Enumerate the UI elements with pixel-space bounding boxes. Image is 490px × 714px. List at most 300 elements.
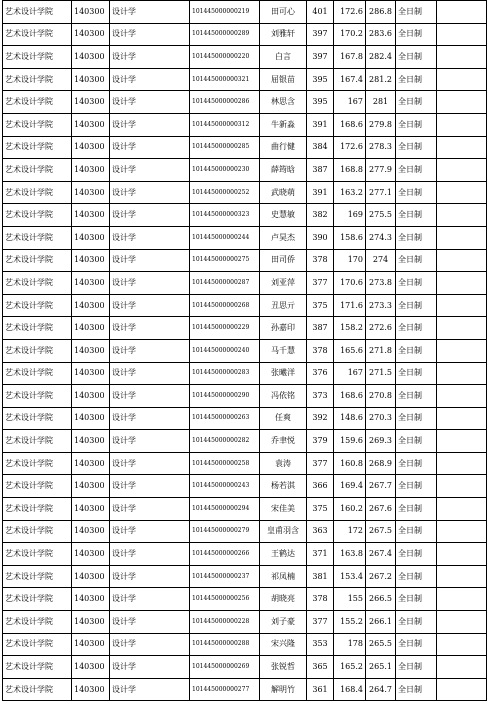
initial-score-cell: 391 — [307, 113, 334, 136]
college-cell: 艺术设计学院 — [3, 407, 72, 430]
initial-score-cell: 401 — [307, 1, 334, 24]
student-name-cell: 任爽 — [260, 407, 307, 430]
student-name-cell: 曲行健 — [260, 136, 307, 159]
major-name-cell: 设计学 — [110, 23, 190, 46]
initial-score-cell: 375 — [307, 498, 334, 521]
total-score-cell: 267.6 — [366, 498, 396, 521]
major-name-cell: 设计学 — [110, 294, 190, 317]
major-name-cell: 设计学 — [110, 113, 190, 136]
student-name-cell: 袁涛 — [260, 452, 307, 475]
remark-cell — [437, 136, 487, 159]
retest-score-cell: 170 — [334, 249, 366, 272]
retest-score-cell: 171.6 — [334, 294, 366, 317]
remark-cell — [437, 272, 487, 295]
initial-score-cell: 392 — [307, 407, 334, 430]
remark-cell — [437, 317, 487, 340]
retest-score-cell: 178 — [334, 633, 366, 656]
remark-cell — [437, 452, 487, 475]
initial-score-cell: 379 — [307, 430, 334, 453]
student-name-cell: 张锐哲 — [260, 656, 307, 679]
college-cell: 艺术设计学院 — [3, 385, 72, 408]
table-row — [3, 430, 487, 453]
retest-score-cell: 168.6 — [334, 113, 366, 136]
study-mode-cell: 全日制 — [396, 385, 437, 408]
remark-cell — [437, 46, 487, 69]
table-row — [3, 475, 487, 498]
initial-score-cell: 397 — [307, 23, 334, 46]
initial-score-cell: 373 — [307, 385, 334, 408]
major-name-cell: 设计学 — [110, 520, 190, 543]
study-mode-cell: 全日制 — [396, 181, 437, 204]
study-mode-cell: 全日制 — [396, 588, 437, 611]
major-code-cell: 140300 — [72, 294, 110, 317]
remark-cell — [437, 181, 487, 204]
total-score-cell: 273.3 — [366, 294, 396, 317]
college-cell: 艺术设计学院 — [3, 136, 72, 159]
initial-score-cell: 377 — [307, 452, 334, 475]
major-code-cell: 140300 — [72, 91, 110, 114]
retest-score-cell: 168.8 — [334, 159, 366, 182]
study-mode-cell: 全日制 — [396, 113, 437, 136]
student-name-cell: 林思含 — [260, 91, 307, 114]
study-mode-cell: 全日制 — [396, 475, 437, 498]
major-code-cell: 140300 — [72, 339, 110, 362]
college-cell: 艺术设计学院 — [3, 656, 72, 679]
major-name-cell: 设计学 — [110, 91, 190, 114]
study-mode-cell: 全日制 — [396, 249, 437, 272]
student-name-cell: 白言 — [260, 46, 307, 69]
retest-score-cell: 163.2 — [334, 181, 366, 204]
score-table — [2, 0, 487, 701]
major-name-cell: 设计学 — [110, 204, 190, 227]
major-code-cell: 140300 — [72, 159, 110, 182]
table-row — [3, 272, 487, 295]
exam-id-cell: 101445000000288 — [190, 633, 260, 656]
student-name-cell: 孙嘉印 — [260, 317, 307, 340]
table-row — [3, 385, 487, 408]
major-name-cell: 设计学 — [110, 272, 190, 295]
exam-id-cell: 101445000000285 — [190, 136, 260, 159]
remark-cell — [437, 23, 487, 46]
major-code-cell: 140300 — [72, 385, 110, 408]
major-code-cell: 140300 — [72, 565, 110, 588]
college-cell: 艺术设计学院 — [3, 339, 72, 362]
study-mode-cell: 全日制 — [396, 565, 437, 588]
study-mode-cell: 全日制 — [396, 159, 437, 182]
college-cell: 艺术设计学院 — [3, 204, 72, 227]
study-mode-cell: 全日制 — [396, 68, 437, 91]
remark-cell — [437, 588, 487, 611]
student-name-cell: 乔聿悦 — [260, 430, 307, 453]
exam-id-cell: 101445000000230 — [190, 159, 260, 182]
remark-cell — [437, 678, 487, 701]
initial-score-cell: 382 — [307, 204, 334, 227]
exam-id-cell: 101445000000268 — [190, 294, 260, 317]
major-name-cell: 设计学 — [110, 385, 190, 408]
student-name-cell: 杨若淇 — [260, 475, 307, 498]
exam-id-cell: 101445000000289 — [190, 23, 260, 46]
table-row — [3, 46, 487, 69]
initial-score-cell: 390 — [307, 226, 334, 249]
major-name-cell: 设计学 — [110, 611, 190, 634]
table-row — [3, 136, 487, 159]
major-code-cell: 140300 — [72, 204, 110, 227]
remark-cell — [437, 475, 487, 498]
exam-id-cell: 101445000000243 — [190, 475, 260, 498]
major-name-cell: 设计学 — [110, 136, 190, 159]
college-cell: 艺术设计学院 — [3, 23, 72, 46]
exam-id-cell: 101445000000219 — [190, 1, 260, 24]
student-name-cell: 马千慧 — [260, 339, 307, 362]
exam-id-cell: 101445000000240 — [190, 339, 260, 362]
study-mode-cell: 全日制 — [396, 678, 437, 701]
remark-cell — [437, 113, 487, 136]
exam-id-cell: 101445000000244 — [190, 226, 260, 249]
college-cell: 艺术设计学院 — [3, 317, 72, 340]
remark-cell — [437, 656, 487, 679]
student-name-cell: 刘亚萍 — [260, 272, 307, 295]
major-code-cell: 140300 — [72, 136, 110, 159]
total-score-cell: 283.6 — [366, 23, 396, 46]
remark-cell — [437, 1, 487, 24]
major-code-cell: 140300 — [72, 46, 110, 69]
major-code-cell: 140300 — [72, 407, 110, 430]
initial-score-cell: 381 — [307, 565, 334, 588]
exam-id-cell: 101445000000294 — [190, 498, 260, 521]
remark-cell — [437, 226, 487, 249]
study-mode-cell: 全日制 — [396, 520, 437, 543]
exam-id-cell: 101445000000277 — [190, 678, 260, 701]
major-name-cell: 设计学 — [110, 317, 190, 340]
study-mode-cell: 全日制 — [396, 204, 437, 227]
table-row — [3, 91, 487, 114]
table-row — [3, 68, 487, 91]
remark-cell — [437, 249, 487, 272]
remark-cell — [437, 407, 487, 430]
student-name-cell: 屈银苗 — [260, 68, 307, 91]
initial-score-cell: 371 — [307, 543, 334, 566]
college-cell: 艺术设计学院 — [3, 249, 72, 272]
college-cell: 艺术设计学院 — [3, 475, 72, 498]
table-row — [3, 498, 487, 521]
student-name-cell: 卢昊杰 — [260, 226, 307, 249]
initial-score-cell: 378 — [307, 249, 334, 272]
remark-cell — [437, 498, 487, 521]
initial-score-cell: 377 — [307, 272, 334, 295]
major-name-cell: 设计学 — [110, 362, 190, 385]
study-mode-cell: 全日制 — [396, 317, 437, 340]
student-name-cell: 刘雅轩 — [260, 23, 307, 46]
major-name-cell: 设计学 — [110, 565, 190, 588]
table-row — [3, 181, 487, 204]
student-name-cell: 田司侨 — [260, 249, 307, 272]
initial-score-cell: 376 — [307, 362, 334, 385]
retest-score-cell: 169.4 — [334, 475, 366, 498]
remark-cell — [437, 633, 487, 656]
total-score-cell: 265.1 — [366, 656, 396, 679]
major-code-cell: 140300 — [72, 181, 110, 204]
study-mode-cell: 全日制 — [396, 226, 437, 249]
study-mode-cell: 全日制 — [396, 543, 437, 566]
total-score-cell: 277.9 — [366, 159, 396, 182]
college-cell: 艺术设计学院 — [3, 498, 72, 521]
remark-cell — [437, 68, 487, 91]
college-cell: 艺术设计学院 — [3, 1, 72, 24]
retest-score-cell: 172.6 — [334, 1, 366, 24]
major-name-cell: 设计学 — [110, 430, 190, 453]
table-row — [3, 294, 487, 317]
college-cell: 艺术设计学院 — [3, 565, 72, 588]
retest-score-cell: 170.6 — [334, 272, 366, 295]
total-score-cell: 270.3 — [366, 407, 396, 430]
exam-id-cell: 101445000000269 — [190, 656, 260, 679]
major-code-cell: 140300 — [72, 656, 110, 679]
major-code-cell: 140300 — [72, 68, 110, 91]
total-score-cell: 277.1 — [366, 181, 396, 204]
total-score-cell: 281 — [366, 91, 396, 114]
study-mode-cell: 全日制 — [396, 136, 437, 159]
exam-id-cell: 101445000000263 — [190, 407, 260, 430]
exam-id-cell: 101445000000321 — [190, 68, 260, 91]
table-row — [3, 249, 487, 272]
initial-score-cell: 378 — [307, 588, 334, 611]
exam-id-cell: 101445000000256 — [190, 588, 260, 611]
college-cell: 艺术设计学院 — [3, 543, 72, 566]
initial-score-cell: 387 — [307, 159, 334, 182]
total-score-cell: 265.5 — [366, 633, 396, 656]
major-name-cell: 设计学 — [110, 475, 190, 498]
college-cell: 艺术设计学院 — [3, 181, 72, 204]
total-score-cell: 264.7 — [366, 678, 396, 701]
study-mode-cell: 全日制 — [396, 339, 437, 362]
total-score-cell: 268.9 — [366, 452, 396, 475]
total-score-cell: 266.1 — [366, 611, 396, 634]
exam-id-cell: 101445000000279 — [190, 520, 260, 543]
college-cell: 艺术设计学院 — [3, 159, 72, 182]
total-score-cell: 270.8 — [366, 385, 396, 408]
college-cell: 艺术设计学院 — [3, 633, 72, 656]
retest-score-cell: 159.6 — [334, 430, 366, 453]
retest-score-cell: 167.8 — [334, 46, 366, 69]
major-code-cell: 140300 — [72, 249, 110, 272]
major-name-cell: 设计学 — [110, 249, 190, 272]
total-score-cell: 274 — [366, 249, 396, 272]
table-row — [3, 317, 487, 340]
initial-score-cell: 363 — [307, 520, 334, 543]
exam-id-cell: 101445000000229 — [190, 317, 260, 340]
retest-score-cell: 160.8 — [334, 452, 366, 475]
table-row — [3, 452, 487, 475]
table-row — [3, 588, 487, 611]
exam-id-cell: 101445000000266 — [190, 543, 260, 566]
study-mode-cell: 全日制 — [396, 23, 437, 46]
major-code-cell: 140300 — [72, 611, 110, 634]
exam-id-cell: 101445000000286 — [190, 91, 260, 114]
total-score-cell: 275.5 — [366, 204, 396, 227]
table-row — [3, 543, 487, 566]
total-score-cell: 278.3 — [366, 136, 396, 159]
table-row — [3, 633, 487, 656]
major-name-cell: 设计学 — [110, 633, 190, 656]
initial-score-cell: 361 — [307, 678, 334, 701]
retest-score-cell: 158.6 — [334, 226, 366, 249]
study-mode-cell: 全日制 — [396, 452, 437, 475]
total-score-cell: 267.4 — [366, 543, 396, 566]
study-mode-cell: 全日制 — [396, 656, 437, 679]
remark-cell — [437, 91, 487, 114]
college-cell: 艺术设计学院 — [3, 113, 72, 136]
college-cell: 艺术设计学院 — [3, 226, 72, 249]
exam-id-cell: 101445000000228 — [190, 611, 260, 634]
initial-score-cell: 375 — [307, 294, 334, 317]
remark-cell — [437, 520, 487, 543]
remark-cell — [437, 543, 487, 566]
table-row — [3, 339, 487, 362]
table-row — [3, 159, 487, 182]
initial-score-cell: 378 — [307, 339, 334, 362]
initial-score-cell: 395 — [307, 68, 334, 91]
major-code-cell: 140300 — [72, 678, 110, 701]
major-code-cell: 140300 — [72, 498, 110, 521]
remark-cell — [437, 611, 487, 634]
total-score-cell: 267.5 — [366, 520, 396, 543]
total-score-cell: 274.3 — [366, 226, 396, 249]
total-score-cell: 267.7 — [366, 475, 396, 498]
retest-score-cell: 160.2 — [334, 498, 366, 521]
major-name-cell: 设计学 — [110, 452, 190, 475]
total-score-cell: 281.2 — [366, 68, 396, 91]
retest-score-cell: 163.8 — [334, 543, 366, 566]
table-row — [3, 23, 487, 46]
total-score-cell: 279.8 — [366, 113, 396, 136]
total-score-cell: 271.5 — [366, 362, 396, 385]
exam-id-cell: 101445000000312 — [190, 113, 260, 136]
college-cell: 艺术设计学院 — [3, 294, 72, 317]
remark-cell — [437, 565, 487, 588]
study-mode-cell: 全日制 — [396, 272, 437, 295]
college-cell: 艺术设计学院 — [3, 68, 72, 91]
retest-score-cell: 172 — [334, 520, 366, 543]
student-name-cell: 牛新淼 — [260, 113, 307, 136]
college-cell: 艺术设计学院 — [3, 91, 72, 114]
major-code-cell: 140300 — [72, 475, 110, 498]
initial-score-cell: 366 — [307, 475, 334, 498]
major-code-cell: 140300 — [72, 272, 110, 295]
table-row — [3, 407, 487, 430]
exam-id-cell: 101445000000252 — [190, 181, 260, 204]
student-name-cell: 冯依铭 — [260, 385, 307, 408]
total-score-cell: 272.6 — [366, 317, 396, 340]
major-code-cell: 140300 — [72, 23, 110, 46]
retest-score-cell: 169 — [334, 204, 366, 227]
study-mode-cell: 全日制 — [396, 611, 437, 634]
major-name-cell: 设计学 — [110, 588, 190, 611]
student-name-cell: 田可心 — [260, 1, 307, 24]
initial-score-cell: 395 — [307, 91, 334, 114]
initial-score-cell: 353 — [307, 633, 334, 656]
remark-cell — [437, 430, 487, 453]
student-name-cell: 祁凤楠 — [260, 565, 307, 588]
remark-cell — [437, 362, 487, 385]
major-code-cell: 140300 — [72, 1, 110, 24]
major-name-cell: 设计学 — [110, 656, 190, 679]
student-name-cell: 史慧敏 — [260, 204, 307, 227]
initial-score-cell: 377 — [307, 611, 334, 634]
student-name-cell: 宋佳美 — [260, 498, 307, 521]
total-score-cell: 282.4 — [366, 46, 396, 69]
remark-cell — [437, 294, 487, 317]
college-cell: 艺术设计学院 — [3, 46, 72, 69]
major-name-cell: 设计学 — [110, 339, 190, 362]
student-name-cell: 刘子豪 — [260, 611, 307, 634]
college-cell: 艺术设计学院 — [3, 588, 72, 611]
exam-id-cell: 101445000000283 — [190, 362, 260, 385]
major-code-cell: 140300 — [72, 317, 110, 340]
major-name-cell: 设计学 — [110, 543, 190, 566]
table-row — [3, 204, 487, 227]
initial-score-cell: 397 — [307, 46, 334, 69]
student-name-cell: 张曦洋 — [260, 362, 307, 385]
remark-cell — [437, 204, 487, 227]
retest-score-cell: 153.4 — [334, 565, 366, 588]
college-cell: 艺术设计学院 — [3, 520, 72, 543]
college-cell: 艺术设计学院 — [3, 678, 72, 701]
major-name-cell: 设计学 — [110, 181, 190, 204]
table-row — [3, 226, 487, 249]
student-name-cell: 宋兴隆 — [260, 633, 307, 656]
table-row — [3, 656, 487, 679]
total-score-cell: 266.5 — [366, 588, 396, 611]
remark-cell — [437, 339, 487, 362]
retest-score-cell: 165.6 — [334, 339, 366, 362]
retest-score-cell: 172.6 — [334, 136, 366, 159]
college-cell: 艺术设计学院 — [3, 452, 72, 475]
major-code-cell: 140300 — [72, 362, 110, 385]
table-row — [3, 565, 487, 588]
major-code-cell: 140300 — [72, 588, 110, 611]
retest-score-cell: 155.2 — [334, 611, 366, 634]
exam-id-cell: 101445000000282 — [190, 430, 260, 453]
table-row — [3, 1, 487, 24]
exam-id-cell: 101445000000287 — [190, 272, 260, 295]
major-code-cell: 140300 — [72, 430, 110, 453]
retest-score-cell: 158.2 — [334, 317, 366, 340]
major-code-cell: 140300 — [72, 226, 110, 249]
student-name-cell: 薛筠晗 — [260, 159, 307, 182]
study-mode-cell: 全日制 — [396, 1, 437, 24]
exam-id-cell: 101445000000220 — [190, 46, 260, 69]
major-name-cell: 设计学 — [110, 498, 190, 521]
study-mode-cell: 全日制 — [396, 498, 437, 521]
table-row — [3, 678, 487, 701]
student-name-cell: 丑思亓 — [260, 294, 307, 317]
major-name-cell: 设计学 — [110, 159, 190, 182]
total-score-cell: 286.8 — [366, 1, 396, 24]
total-score-cell: 273.8 — [366, 272, 396, 295]
table-row — [3, 113, 487, 136]
retest-score-cell: 168.4 — [334, 678, 366, 701]
study-mode-cell: 全日制 — [396, 362, 437, 385]
total-score-cell: 271.8 — [366, 339, 396, 362]
student-name-cell: 解明竹 — [260, 678, 307, 701]
major-name-cell: 设计学 — [110, 678, 190, 701]
retest-score-cell: 167 — [334, 362, 366, 385]
retest-score-cell: 148.6 — [334, 407, 366, 430]
retest-score-cell: 155 — [334, 588, 366, 611]
major-code-cell: 140300 — [72, 520, 110, 543]
major-name-cell: 设计学 — [110, 46, 190, 69]
initial-score-cell: 384 — [307, 136, 334, 159]
